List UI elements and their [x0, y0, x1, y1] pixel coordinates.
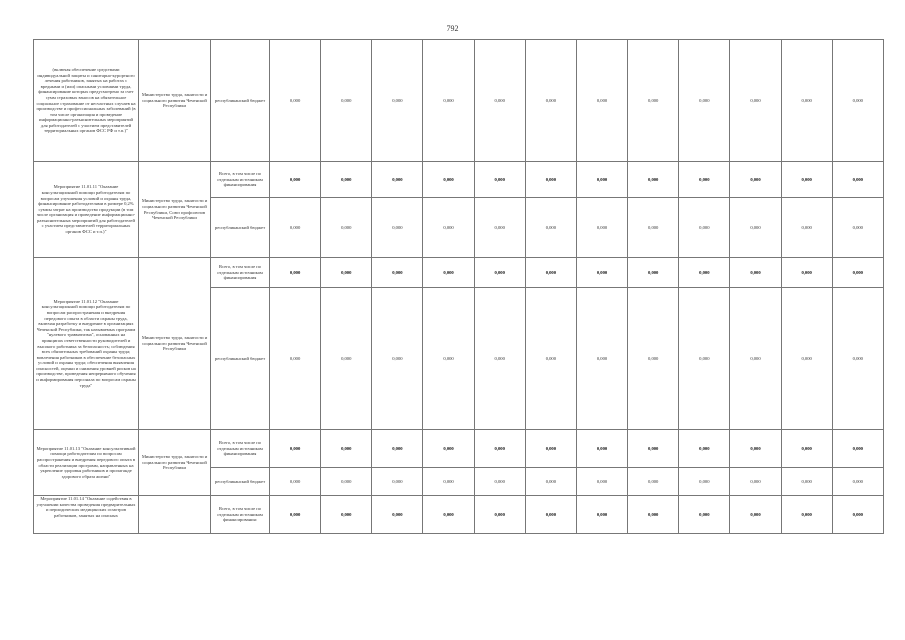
value-cell: 0,000	[576, 40, 627, 162]
total-value-cell: 0,000	[679, 430, 730, 468]
total-value-cell: 0,000	[832, 162, 883, 198]
value-cell: 0,000	[679, 468, 730, 496]
value-cell: 0,000	[525, 40, 576, 162]
value-cell: 0,000	[474, 468, 525, 496]
value-cell: 0,000	[423, 288, 474, 430]
total-value-cell: 0,000	[423, 496, 474, 534]
value-cell: 0,000	[423, 198, 474, 258]
value-cell: 0,000	[679, 40, 730, 162]
total-value-cell: 0,000	[730, 430, 781, 468]
value-cell: 0,000	[576, 198, 627, 258]
value-cell: 0,000	[628, 40, 679, 162]
activity-name: (включая обеспечение средствами индивидуальной защиты и санитарно-курортного лечения работников, занятых на работах с вредными и (или) опасными условиями труда, финансирование которых предусмотрено за счет сумм страховых взносов на обязательное социальное страхование от несчастных случаев на производстве и профессиональных заболеваний (в том числе организация и проведение информационно-разъяснительных мероприятий для работодателей с участием представителей территориальных органов ФСС РФ и т.п.)"	[34, 40, 139, 162]
value-cell: 0,000	[423, 40, 474, 162]
table-row	[34, 40, 884, 162]
value-cell: 0,000	[832, 468, 883, 496]
value-cell: 0,000	[525, 198, 576, 258]
responsible-org	[139, 496, 211, 534]
value-cell: 0,000	[423, 468, 474, 496]
total-value-cell: 0,000	[372, 496, 423, 534]
value-cell: 0,000	[730, 198, 781, 258]
total-value-cell: 0,000	[372, 162, 423, 198]
value-cell: 0,000	[321, 198, 372, 258]
total-value-cell: 0,000	[525, 430, 576, 468]
table-row	[34, 162, 884, 198]
total-value-cell: 0,000	[474, 258, 525, 288]
total-value-cell: 0,000	[576, 430, 627, 468]
total-value-cell: 0,000	[781, 496, 832, 534]
total-value-cell: 0,000	[679, 162, 730, 198]
activity-name: Мероприятие 11.01.13 "Оказание консультативной помощи работодателям по вопросам распространения и внедрения передового опыта в области реализации программ, направленных на укрепление здоровья работников и пропаганде здорового образа жизни"	[34, 430, 139, 496]
value-cell: 0,000	[474, 288, 525, 430]
total-value-cell: 0,000	[321, 162, 372, 198]
value-cell: 0,000	[270, 468, 321, 496]
responsible-org: Министерство труда, занятости и социального развития Чеченской Республики	[139, 258, 211, 430]
total-value-cell: 0,000	[628, 430, 679, 468]
total-value-cell: 0,000	[372, 430, 423, 468]
funding-source: республиканский бюджет	[211, 198, 270, 258]
total-value-cell: 0,000	[321, 430, 372, 468]
page-number: 792	[446, 24, 459, 33]
total-value-cell: 0,000	[832, 258, 883, 288]
total-value-cell: 0,000	[576, 162, 627, 198]
total-value-cell: 0,000	[832, 496, 883, 534]
value-cell: 0,000	[832, 288, 883, 430]
budget-table	[33, 39, 884, 534]
total-value-cell: 0,000	[730, 258, 781, 288]
value-cell: 0,000	[730, 468, 781, 496]
total-value-cell: 0,000	[679, 496, 730, 534]
value-cell: 0,000	[832, 198, 883, 258]
value-cell: 0,000	[321, 468, 372, 496]
table-row	[34, 258, 884, 288]
funding-source: республиканский бюджет	[211, 40, 270, 162]
total-value-cell: 0,000	[525, 162, 576, 198]
total-value-cell: 0,000	[628, 258, 679, 288]
value-cell: 0,000	[270, 288, 321, 430]
total-value-cell: 0,000	[372, 258, 423, 288]
total-value-cell: 0,000	[576, 258, 627, 288]
responsible-org: Министерство труда, занятости и социального развития Чеченской Республики, Союз профсоюзов Чеченской Республики	[139, 162, 211, 258]
value-cell: 0,000	[525, 468, 576, 496]
activity-name: Мероприятие 11.01.14 "Оказание содействия в улучшении качества проведения предварительных и периодических медицинских осмотров работников, занятых на опасных	[34, 496, 139, 534]
table-row	[34, 430, 884, 468]
total-value-cell: 0,000	[781, 430, 832, 468]
total-value-cell: 0,000	[525, 496, 576, 534]
value-cell: 0,000	[781, 288, 832, 430]
value-cell: 0,000	[679, 288, 730, 430]
total-value-cell: 0,000	[423, 430, 474, 468]
total-value-cell: 0,000	[525, 258, 576, 288]
funding-source: Всего, в том числе по отдельным источникам финансирования:	[211, 496, 270, 534]
value-cell: 0,000	[832, 40, 883, 162]
activity-name: Мероприятие 11.01.12 "Оказание консультационной помощи работодателям по вопросам распространения и внедрения передового опыта в области охраны труда, включая разработку и внедрение в организациях Чеченской Республики, так называемых программ "нулевого травматизма", основанных на принципах ответственности руководителей и высокого работника за безопасность; соблюдения всех обязательных требований охраны труда; вовлечения работников в обеспечение безопасных условий и охраны труда; обеспечения выявления опасностей, оценки и снижения уровней рисков на производстве, проведения непрерывного обучения и информирования персонала по вопросам охраны труда"	[34, 258, 139, 430]
total-value-cell: 0,000	[423, 258, 474, 288]
value-cell: 0,000	[628, 288, 679, 430]
total-value-cell: 0,000	[474, 430, 525, 468]
value-cell: 0,000	[372, 198, 423, 258]
activity-name: Мероприятие 11.01.11 "Оказание консультационной помощи работодателям по вопросам улучшения условий и охраны труда, финансирование работодателями в размере 0,2% суммы затрат на производство продукции (в том числе организация и проведение информационно-разъяснительных мероприятий для работодателей с участием представителей территориальных органов ФСС и т.п.)"	[34, 162, 139, 258]
total-value-cell: 0,000	[321, 496, 372, 534]
total-value-cell: 0,000	[679, 258, 730, 288]
total-value-cell: 0,000	[321, 258, 372, 288]
value-cell: 0,000	[270, 198, 321, 258]
value-cell: 0,000	[372, 288, 423, 430]
value-cell: 0,000	[781, 198, 832, 258]
value-cell: 0,000	[730, 288, 781, 430]
value-cell: 0,000	[576, 288, 627, 430]
value-cell: 0,000	[628, 198, 679, 258]
total-value-cell: 0,000	[270, 162, 321, 198]
total-value-cell: 0,000	[781, 258, 832, 288]
funding-source: Всего, в том числе по отдельным источникам финансирования	[211, 162, 270, 198]
total-value-cell: 0,000	[474, 162, 525, 198]
responsible-org: Министерство труда, занятости и социального развития Чеченской Республики	[139, 40, 211, 162]
total-value-cell: 0,000	[576, 496, 627, 534]
value-cell: 0,000	[372, 40, 423, 162]
total-value-cell: 0,000	[628, 162, 679, 198]
value-cell: 0,000	[730, 40, 781, 162]
value-cell: 0,000	[474, 198, 525, 258]
total-value-cell: 0,000	[270, 258, 321, 288]
total-value-cell: 0,000	[781, 162, 832, 198]
total-value-cell: 0,000	[832, 430, 883, 468]
total-value-cell: 0,000	[474, 496, 525, 534]
value-cell: 0,000	[321, 40, 372, 162]
value-cell: 0,000	[372, 468, 423, 496]
total-value-cell: 0,000	[270, 496, 321, 534]
total-value-cell: 0,000	[628, 496, 679, 534]
value-cell: 0,000	[628, 468, 679, 496]
funding-source: Всего, в том числе по отдельным источникам финансирования	[211, 258, 270, 288]
funding-source: республиканский бюджет	[211, 468, 270, 496]
value-cell: 0,000	[270, 40, 321, 162]
value-cell: 0,000	[781, 40, 832, 162]
total-value-cell: 0,000	[730, 496, 781, 534]
table-row	[34, 496, 884, 534]
funding-source: республиканский бюджет	[211, 288, 270, 430]
value-cell: 0,000	[679, 198, 730, 258]
value-cell: 0,000	[474, 40, 525, 162]
responsible-org: Министерство труда, занятости и социального развития Чеченской Республики	[139, 430, 211, 496]
total-value-cell: 0,000	[423, 162, 474, 198]
value-cell: 0,000	[781, 468, 832, 496]
total-value-cell: 0,000	[270, 430, 321, 468]
value-cell: 0,000	[525, 288, 576, 430]
value-cell: 0,000	[576, 468, 627, 496]
funding-source: Всего, в том числе по отдельным источникам финансирования	[211, 430, 270, 468]
total-value-cell: 0,000	[730, 162, 781, 198]
value-cell: 0,000	[321, 288, 372, 430]
